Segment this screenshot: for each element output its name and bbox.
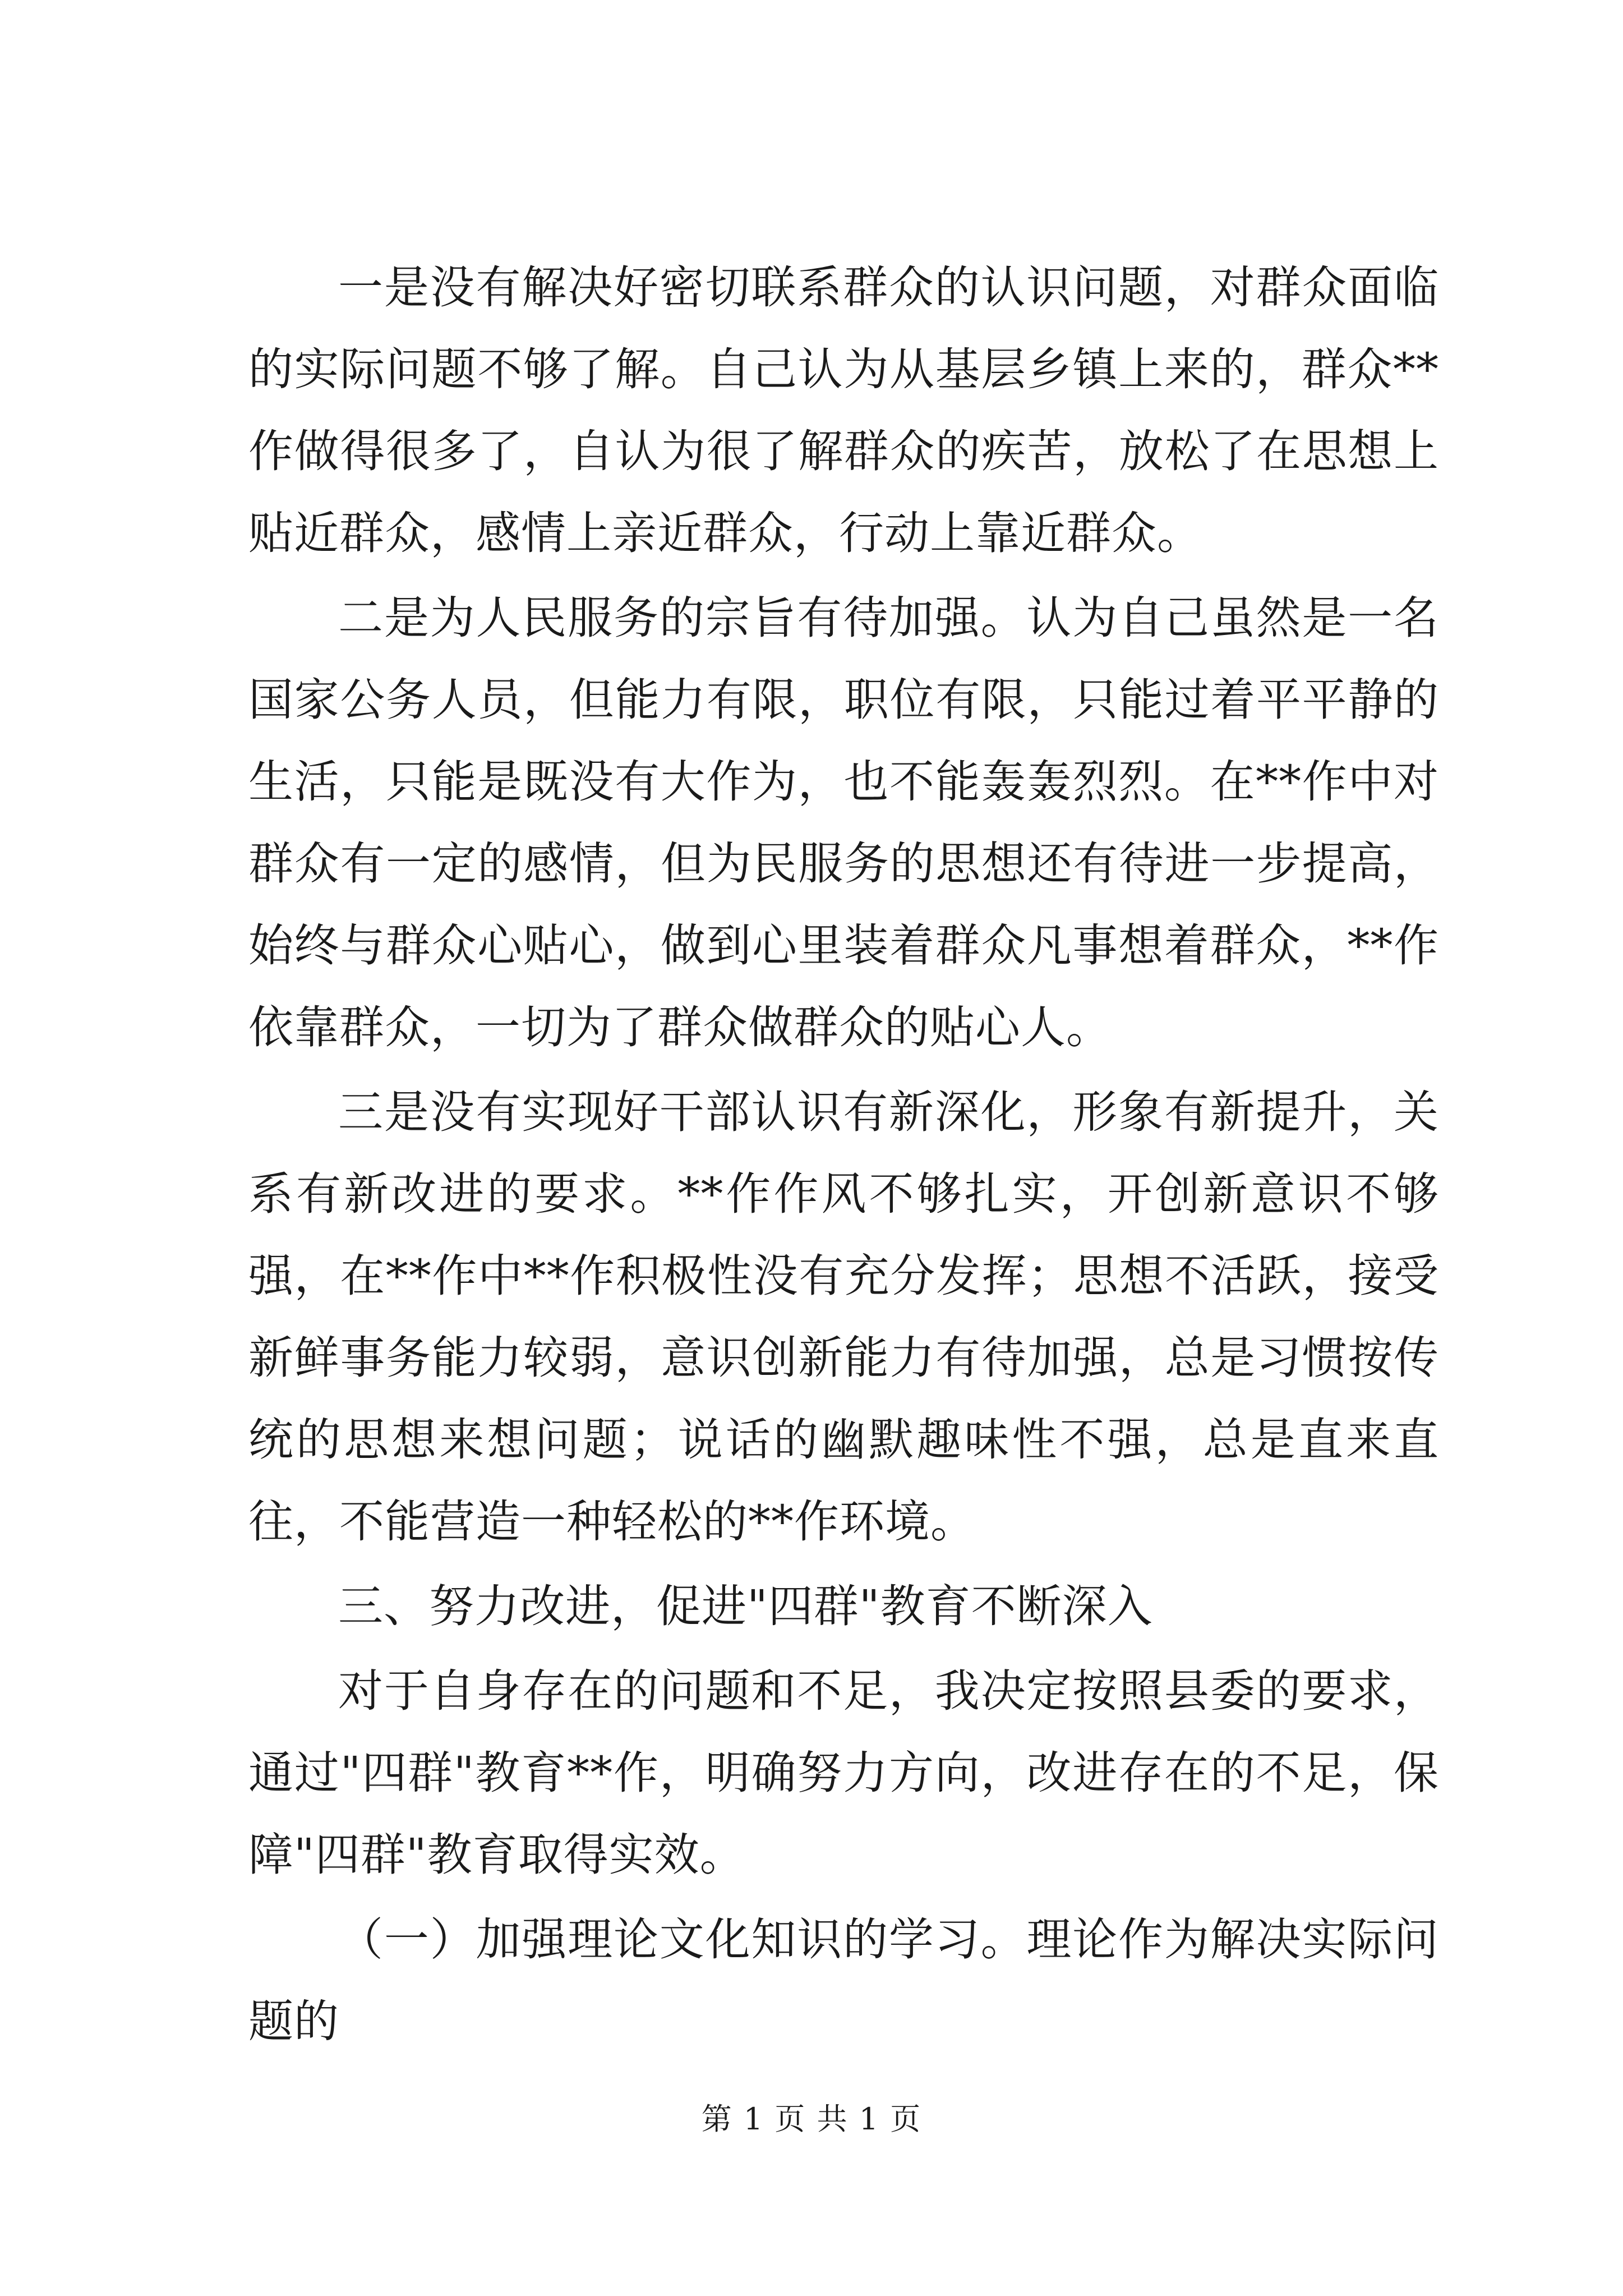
paragraph-theory-study: （一）加强理论文化知识的学习。理论作为解决实际问题的 (248, 1913, 1439, 2047)
paragraph-improvement-intro: 对于自身存在的问题和不足，我决定按照县委的要求，通过"四群"教育**作，明确努力方向，改进存在的不足，保障"四群"教育取得实效。 (248, 1665, 1439, 1881)
paragraph-problem-three: 三是没有实现好干部认识有新深化，形象有新提升，关系有新改进的要求。**作作风不够扎实，开创新意识不够强，在**作中**作积极性没有充分发挥；思想不活跃，接受新鲜事务能力较弱，意识创新能力有待加强，总是习惯按传统的思想来想问题；说话的幽默趣味性不强，总是直来直往，不能营造一种轻松的**作环境。 (248, 1086, 1439, 1548)
section-heading: 三、努力改进，促进"四群"教育不断深入 (338, 1580, 1153, 1632)
document-body (248, 247, 1439, 2065)
paragraph-problem-two: 二是为人民服务的宗旨有待加强。认为自己虽然是一名国家公务人员，但能力有限，职位有限，只能过着平平静的生活，只能是既没有大作为，也不能轰轰烈烈。在**作中对群众有一定的感情，但为民服务的思想还有待进一步提高，始终与群众心贴心，做到心里装着群众凡事想着群众，**作依靠群众，一切为了群众做群众的贴心人。 (248, 592, 1439, 1053)
paragraph-problem-one: 一是没有解决好密切联系群众的认识问题，对群众面临的实际问题不够了解。自己认为从基层乡镇上来的，群众**作做得很多了，自认为很了解群众的疾苦，放松了在思想上贴近群众，感情上亲近群众，行动上靠近群众。 (248, 261, 1439, 559)
page-number-footer: 第 1 页 共 1 页 (701, 2101, 922, 2137)
